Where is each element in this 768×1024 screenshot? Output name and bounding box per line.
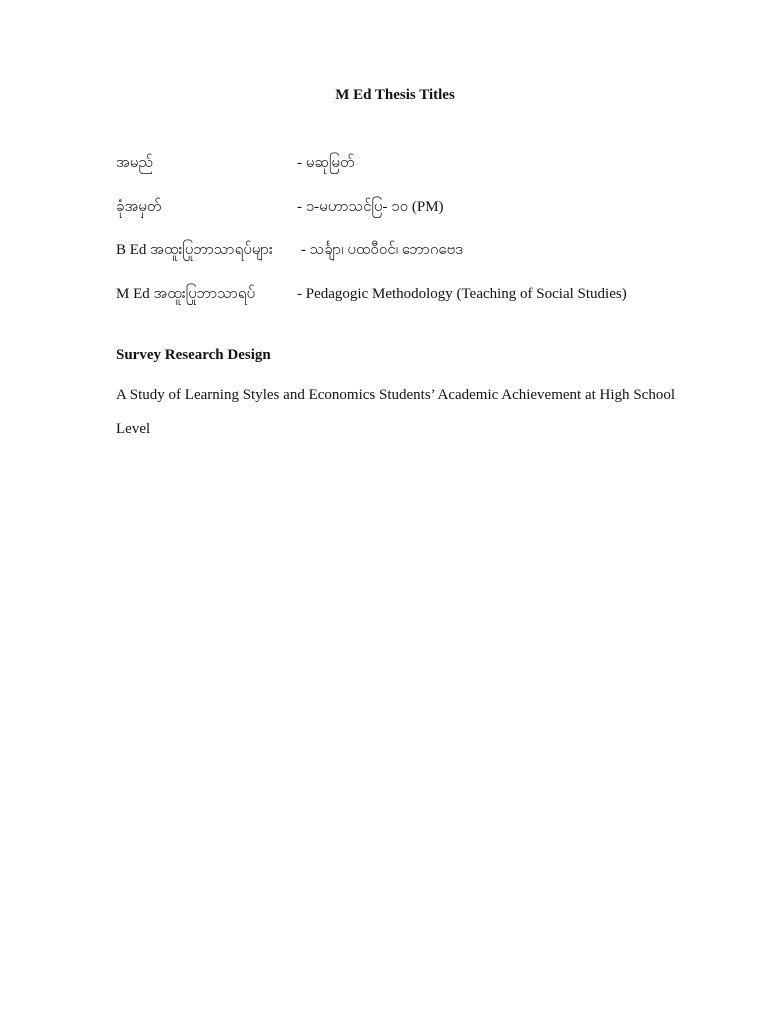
- field-value-bed-specialization: - သင်္ချာ၊ ပထဝီဝင်၊ ဘောဂဗေဒ: [301, 242, 463, 258]
- field-value-med-specialization: - Pedagogic Methodology (Teaching of Social Studies): [297, 286, 627, 302]
- field-row-bed-specialization: [116, 239, 676, 261]
- field-label-med-specialization: M Ed အထူးပြုဘာသာရပ်: [116, 286, 256, 302]
- field-row-roll-number: [116, 196, 676, 218]
- field-label-name: အမည်: [116, 155, 153, 171]
- field-value-name: - မဆုမြတ်: [297, 155, 355, 171]
- field-label-roll-number: ခုံအမှတ်: [116, 199, 162, 215]
- field-row-med-specialization: [116, 283, 676, 305]
- section-heading: Survey Research Design: [116, 347, 271, 363]
- field-label-bed-specialization: B Ed အထူးပြုဘာသာရပ်များ: [116, 242, 273, 258]
- field-row-name: [116, 152, 676, 174]
- thesis-title-paragraph: A Study of Learning Styles and Economics Students’ Academic Achievement at High School Level: [116, 387, 675, 437]
- field-value-roll-number: - ၁-မဟာသင်ပြ- ၁၀ (PM): [297, 199, 444, 215]
- page-title: M Ed Thesis Titles: [335, 87, 455, 103]
